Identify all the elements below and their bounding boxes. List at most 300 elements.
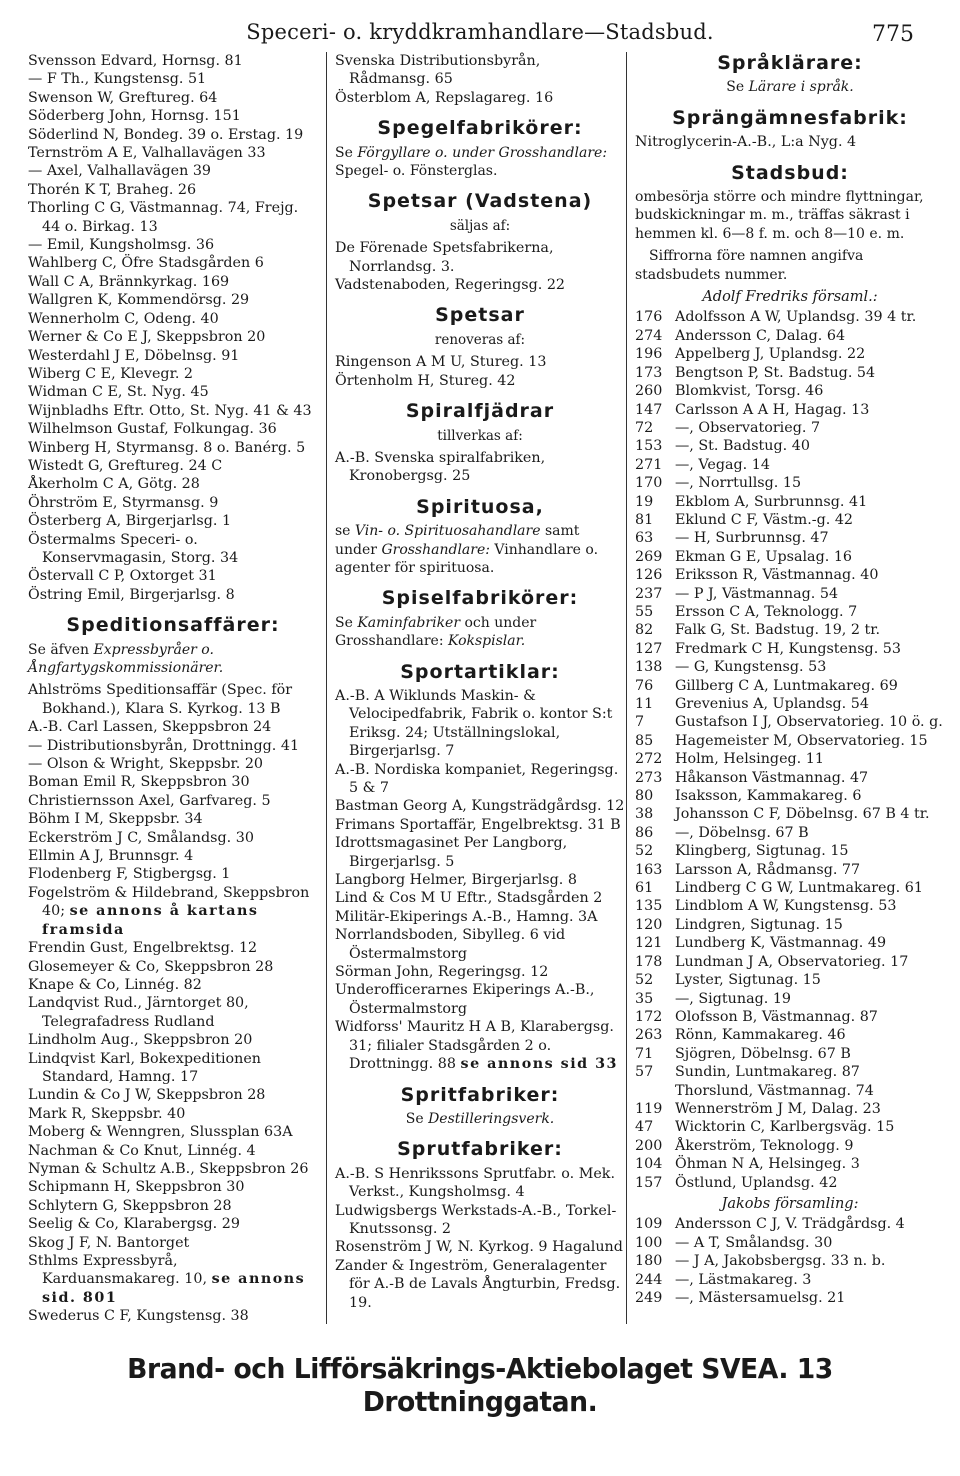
list-item: Swederus C F, Kungstensg. 38 xyxy=(28,1308,249,1325)
list-item xyxy=(635,1137,945,1155)
porter-name-address: Gillberg C A, Luntmakareg. 69 xyxy=(675,677,898,694)
porter-name-address: Adolfsson A W, Uplandsg. 39 4 tr. xyxy=(675,309,917,326)
list-item: Wennerholm C, Odeng. 40 xyxy=(28,310,219,327)
porter-name-address: Ekman G E, Upsalag. 16 xyxy=(675,548,853,565)
list-item xyxy=(635,1155,945,1173)
list-item: Idrottsmagasinet Per Langborg, Birgerjarlsg. 5 xyxy=(335,835,568,870)
stadsbud-intro-2: Siffrorna före namnen angifva stadsbudets nummer. xyxy=(635,248,864,283)
list-item: Bastman Georg A, Kungsträdgårdsg. 12 xyxy=(335,798,625,815)
list-item: Norrlandsboden, Sibylleg. 6 vid Östermalmstorg xyxy=(335,927,566,962)
spirituosa-note xyxy=(335,522,625,577)
list-item: Flodenberg F, Stigbergsg. 1 xyxy=(28,866,231,883)
porter-number: 109 xyxy=(635,1216,663,1233)
section-heading-stadsbud: Stadsbud: xyxy=(731,161,849,184)
list-item xyxy=(635,382,945,400)
list-item: — Olson & Wright, Skeppsbr. 20 xyxy=(28,756,264,773)
porter-name-address: —, Observatorieg. 7 xyxy=(675,419,821,436)
porter-name-address: Lundberg K, Västmannag. 49 xyxy=(675,935,887,952)
list-item: A.-B. S Henrikssons Sprutfabr. o. Mek. Verkst., Kungsholmsg. 4 xyxy=(335,1165,616,1201)
note-italic: Destilleringsverk. xyxy=(428,1110,555,1127)
list-item: Örtenholm H, Stureg. 42 xyxy=(335,372,516,389)
column-1 xyxy=(28,52,318,1326)
porter-number: 55 xyxy=(635,603,654,620)
list-item xyxy=(635,1118,945,1136)
porter-name-address: Falk G, St. Badstug. 19, 2 tr. xyxy=(675,622,881,639)
porter-name-address: Lindgren, Sigtunag. 15 xyxy=(675,916,843,933)
list-item: Wijnbladhs Eftr. Otto, St. Nyg. 41 & 43 xyxy=(28,402,312,419)
list-item: Militär-Ekiperings A.-B., Hamng. 3A xyxy=(335,908,598,925)
note-text: och under Grosshandlare: xyxy=(335,614,537,650)
porter-number: 121 xyxy=(635,935,663,952)
porter-number: 7 xyxy=(635,714,645,731)
list-item xyxy=(635,732,945,750)
porter-number: 163 xyxy=(635,861,663,878)
porter-number: 180 xyxy=(635,1253,663,1270)
section-heading-sportartiklar: Sportartiklar: xyxy=(400,660,560,683)
note-italic: Kokspislar. xyxy=(447,633,526,650)
list-item: Widman C E, St. Nyg. 45 xyxy=(28,384,209,401)
list-item: Ludwigsbergs Werkstads-A.-B., Torkel-Knutssonsg. 2 xyxy=(335,1202,617,1237)
list-item xyxy=(635,713,945,731)
porter-number: 237 xyxy=(635,585,663,602)
advert-reference: se annons sid 33 xyxy=(460,1056,618,1073)
list-item xyxy=(635,842,945,860)
porter-name-address: Carlsson A A H, Hagag. 13 xyxy=(675,401,870,418)
list-item: — F Th., Kungstensg. 51 xyxy=(28,71,207,88)
parish-heading-jakob: Jakobs församling: xyxy=(721,1195,859,1212)
porter-number: 273 xyxy=(635,769,663,786)
porter-number: 47 xyxy=(635,1119,654,1136)
list-item: Frimans Sportaffär, Engelbrektsg. 31 B xyxy=(335,816,621,833)
list-item: Wall C A, Brännkyrkag. 169 xyxy=(28,273,230,290)
porter-number: 249 xyxy=(635,1290,663,1306)
list-item: De Förenade Spetsfabrikerna, Norrlandsg. 3. xyxy=(335,240,554,275)
list-item: Wallgren K, Kommendörsg. 29 xyxy=(28,292,250,309)
note-italic: Grosshandlare: xyxy=(381,541,490,558)
porter-number: 35 xyxy=(635,990,654,1007)
list-item xyxy=(635,1082,945,1100)
list-item: Lind & Cos M U Eftr., Stadsgården 2 xyxy=(335,890,603,907)
list-item: Böhm I M, Skeppsbr. 34 xyxy=(28,811,203,828)
forwarder-list-b xyxy=(28,939,318,1252)
list-item xyxy=(635,769,945,787)
porter-number: 120 xyxy=(635,916,663,933)
list-item: Nitroglycerin-A.-B., L:a Nyg. 4 xyxy=(635,134,857,151)
list-item: Öhrström E, Styrmansg. 9 xyxy=(28,494,219,511)
porter-name-address: Lindberg C G W, Luntmakareg. 61 xyxy=(675,880,923,897)
porter-name-address: Klingberg, Sigtunag. 15 xyxy=(675,843,849,860)
porter-name-address: Fredmark C H, Kungstensg. 53 xyxy=(675,640,901,657)
list-item: Lindholm Aug., Skeppsbron 20 xyxy=(28,1032,253,1049)
porter-number: 100 xyxy=(635,1234,663,1251)
list-item: Schipmann H, Skeppsbron 30 xyxy=(28,1179,245,1196)
list-item: Östring Emil, Birgerjarlsg. 8 xyxy=(28,586,235,603)
section-subheading: tillverkas af: xyxy=(437,427,523,444)
list-item: Rosenström J W, N. Kyrkog. 9 Hagalund xyxy=(335,1239,623,1256)
porter-number: 170 xyxy=(635,475,663,492)
porter-number: 72 xyxy=(635,419,654,436)
porter-name-address: —, Lästmakareg. 3 xyxy=(675,1271,812,1288)
list-item xyxy=(635,640,945,658)
entry-text: Sthlms Expressbyrå, Karduansmakareg. 10, xyxy=(28,1253,212,1288)
porter-name-address: Hagemeister M, Observatorieg. 15 xyxy=(675,732,928,749)
porter-name-address: — H, Surbrunnsg. 47 xyxy=(675,530,829,547)
list-item: Swenson W, Greftureg. 64 xyxy=(28,89,218,106)
porter-number: 244 xyxy=(635,1271,663,1288)
list-item xyxy=(635,971,945,989)
section-heading-spegel: Spegelfabrikörer: xyxy=(377,117,583,140)
list-item: Lundin & Co J W, Skeppsbron 28 xyxy=(28,1087,266,1104)
porter-number: 76 xyxy=(635,677,654,694)
list-item: Nachman & Co Knut, Linnég. 4 xyxy=(28,1142,256,1159)
porter-number: 71 xyxy=(635,1045,654,1062)
section-heading-sprutfabriker: Sprutfabriker: xyxy=(397,1138,563,1161)
porter-number: 138 xyxy=(635,659,663,676)
list-item xyxy=(635,474,945,492)
porter-name-address: Gustafson I J, Observatorieg. 10 ö. g. xyxy=(675,714,943,731)
list-item xyxy=(635,1063,945,1081)
note-text: Se xyxy=(726,79,749,96)
list-item: Åkerholm C A, Götg. 28 xyxy=(28,476,200,493)
list-item xyxy=(635,916,945,934)
list-item: — Emil, Kungsholmsg. 36 xyxy=(28,237,215,254)
porter-name-address: Ekblom A, Surbrunnsg. 41 xyxy=(675,493,868,510)
list-item xyxy=(635,1174,945,1192)
list-item: A.-B. A Wiklunds Maskin- & Velocipedfabrik, Fabrik o. kontor S:t Eriksg. 24; Utställningslokal, Birgerjarlsg. 7 xyxy=(335,687,613,760)
list-item: Schlytern G, Skeppsbron 28 xyxy=(28,1197,232,1214)
list-item: Svensson Edvard, Hornsg. 81 xyxy=(28,53,243,69)
porter-number: 271 xyxy=(635,456,663,473)
spiral-list xyxy=(335,449,625,486)
section-heading-spritfabriker: Spritfabriker: xyxy=(400,1083,560,1106)
sport-list xyxy=(335,687,625,1018)
note-text: Se xyxy=(335,614,358,631)
list-item xyxy=(635,493,945,511)
spegel-note xyxy=(335,144,625,181)
porter-name-address: —, Döbelnsg. 67 B xyxy=(675,824,809,841)
list-item: Christiernsson Axel, Garfvareg. 5 xyxy=(28,792,271,809)
list-item: Thorén K T, Braheg. 26 xyxy=(28,181,197,198)
porter-name-address: Bengtson P, St. Badstug. 54 xyxy=(675,364,876,381)
porter-number: 38 xyxy=(635,806,654,823)
list-item xyxy=(635,897,945,915)
section-heading-spetsar: Spetsar xyxy=(435,304,525,327)
note-text: Vinhandlare o. agenter för spirituosa. xyxy=(335,541,599,576)
list-item: Thorling C G, Västmannag. 74, Frejg. 44 o. Birkag. 13 xyxy=(28,200,299,235)
list-item: Landqvist Rud., Järntorget 80, Telegrafadress Rudland xyxy=(28,995,249,1030)
porter-number: 200 xyxy=(635,1137,663,1154)
note-text: samt under xyxy=(335,523,580,558)
porter-number: 269 xyxy=(635,548,663,565)
note-italic: Lärare i språk. xyxy=(748,79,854,96)
footer-advertisement: Brand- och Lifförsäkrings-Aktiebolaget SVEA. 13 Drottninggatan. xyxy=(127,1352,833,1418)
porter-name-address: — P J, Västmannag. 54 xyxy=(675,585,839,602)
list-item xyxy=(635,1100,945,1118)
list-item: Ringenson A M U, Stureg. 13 xyxy=(335,354,547,371)
column-3 xyxy=(626,52,945,1324)
porter-number: 172 xyxy=(635,1008,663,1025)
section-heading-sprangamnesfabrik: Sprängämnesfabrik: xyxy=(672,106,908,129)
section-subheading: renoveras af: xyxy=(434,331,526,348)
sprak-note xyxy=(635,78,945,96)
see-prefix: Se äfven xyxy=(28,641,94,658)
list-item xyxy=(635,456,945,474)
porter-name-address: Grevenius A, Uplandsg. 54 xyxy=(675,696,869,712)
list-item xyxy=(635,585,945,603)
porter-name-address: Lundman J A, Observatorieg. 17 xyxy=(675,953,909,970)
porter-name-address: Wennerström J M, Dalag. 23 xyxy=(675,1100,881,1117)
list-item: A.-B. Carl Lassen, Skeppsbron 24 xyxy=(28,719,272,736)
list-item xyxy=(635,437,945,455)
list-item xyxy=(635,603,945,621)
list-item: — Distributionsbyrån, Drottningg. 41 xyxy=(28,737,300,754)
porter-number: 52 xyxy=(635,843,654,860)
list-item: Wistedt G, Greftureg. 24 C xyxy=(28,457,223,474)
porter-number: 11 xyxy=(635,696,654,712)
porter-name-address: Larsson A, Rådmansg. 77 xyxy=(675,861,861,878)
note-italic: Förgyllare o. under Grosshandlare: xyxy=(357,144,608,161)
porter-number: 153 xyxy=(635,438,663,455)
note-text: se xyxy=(335,523,355,540)
porter-number: 157 xyxy=(635,1174,663,1191)
porter-number: 263 xyxy=(635,1027,663,1044)
list-item: Underofficerarnes Ekiperings A.-B., Östermalmstorg xyxy=(335,982,595,1017)
porter-name-address: Thorslund, Västmannag. 74 xyxy=(675,1082,874,1099)
porter-name-address: Johansson C F, Döbelnsg. 67 B 4 tr. xyxy=(675,806,930,823)
list-item xyxy=(635,1045,945,1063)
porter-name-address: Eklund C F, Västm.-g. 42 xyxy=(675,511,854,528)
porter-name-address: Appelberg J, Uplandsg. 22 xyxy=(675,346,866,363)
list-item: Boman Emil R, Skeppsbron 30 xyxy=(28,774,250,791)
note-italic: Vin- o. Spirituosahandlare xyxy=(354,523,541,540)
porter-number: 85 xyxy=(635,732,654,749)
list-item xyxy=(635,1271,945,1289)
list-item: Werner & Co E J, Skeppsbron 20 xyxy=(28,329,266,346)
list-item: Svenska Distributionsbyrån, Rådmansg. 65 xyxy=(335,53,541,88)
spisel-note xyxy=(335,614,625,651)
advert-reference: se annons å kartans framsida xyxy=(42,903,259,938)
list-item xyxy=(635,401,945,419)
porter-number: 61 xyxy=(635,880,654,897)
list-item xyxy=(635,621,945,639)
list-item: Östermalms Speceri- o. Konservmagasin, Storg. 34 xyxy=(28,531,239,566)
entry-text: Fogelström & Hildebrand, Skeppsbron 40; xyxy=(28,884,310,920)
list-item xyxy=(635,953,945,971)
porter-number: 19 xyxy=(635,493,654,510)
list-item xyxy=(635,548,945,566)
list-item xyxy=(635,1008,945,1026)
list-item xyxy=(28,1252,318,1307)
list-item xyxy=(635,695,945,713)
list-item: Eckerström J C, Smålandsg. 30 xyxy=(28,829,254,846)
porter-number: 274 xyxy=(635,327,663,344)
porter-name-address: —, St. Badstug. 40 xyxy=(675,438,810,455)
porter-name-address: Sundin, Luntmakareg. 87 xyxy=(675,1064,860,1081)
porter-name-address: Andersson C J, V. Trädgårdsg. 4 xyxy=(675,1216,905,1233)
porter-name-address: —, Sigtunag. 19 xyxy=(675,990,792,1007)
list-item: Östervall C P, Oxtorget 31 xyxy=(28,568,217,585)
stadsbud-intro: ombesörja större och mindre flyttningar, budskickningar m. m., träffas säkrast i hemmen kl. 6—8 f. m. och 8—10 e. m. xyxy=(635,189,924,242)
distribution-list xyxy=(335,52,625,107)
porter-number: 81 xyxy=(635,511,654,528)
note-text: Se xyxy=(335,144,358,161)
forwarder-list-a xyxy=(28,681,318,883)
sprangamne-list xyxy=(635,133,945,151)
list-item xyxy=(635,327,945,345)
list-item xyxy=(635,364,945,382)
section-heading-spisel: Spiselfabrikörer: xyxy=(381,587,579,610)
list-item: Frendin Gust, Engelbrektsg. 12 xyxy=(28,940,258,957)
page-number: 775 xyxy=(872,22,914,47)
advert-reference: se annons sid. 801 xyxy=(42,1271,306,1306)
porter-number: 80 xyxy=(635,788,654,805)
porter-name-address: Isaksson, Kammakareg. 6 xyxy=(675,788,862,805)
porter-number: 260 xyxy=(635,383,663,400)
porter-name-address: Åkerström, Teknologg. 9 xyxy=(675,1137,854,1154)
list-item: A.-B. Nordiska kompaniet, Regeringsg. 5 & 7 xyxy=(335,761,619,796)
list-item: Langborg Helmer, Birgerjarlsg. 8 xyxy=(335,872,577,889)
porter-number: 147 xyxy=(635,401,663,418)
list-item: Seelig & Co, Klarabergsg. 29 xyxy=(28,1216,240,1233)
porter-name-address: Ersson C A, Teknologg. 7 xyxy=(675,603,858,620)
porter-name-address: Holm, Helsingeg. 11 xyxy=(675,751,824,768)
list-item xyxy=(635,879,945,897)
porter-name-address: Rönn, Kammakareg. 46 xyxy=(675,1027,846,1044)
list-item: Glosemeyer & Co, Skeppsbron 28 xyxy=(28,958,274,975)
list-item: Lindqvist Karl, Bokexpeditionen Standard, Hamng. 17 xyxy=(28,1050,261,1085)
porter-name-address: —, Mästersamuelsg. 21 xyxy=(675,1290,846,1306)
list-item: Ellmin A J, Brunnsgr. 4 xyxy=(28,848,194,865)
porter-name-address: Eriksson R, Västmannag. 40 xyxy=(675,567,879,584)
porter-name-address: Lindblom A W, Kungstensg. 53 xyxy=(675,898,897,915)
list-item xyxy=(635,511,945,529)
list-item xyxy=(635,1026,945,1044)
porter-name-address: —, Vegag. 14 xyxy=(675,456,770,473)
list-item: A.-B. Svenska spiralfabriken, Kronobergsg. 25 xyxy=(335,449,546,485)
list-item: Moberg & Wenngren, Slussplan 63A xyxy=(28,1124,293,1141)
column-2 xyxy=(326,52,625,1324)
see-italic: Expressbyråer o. Ångfartygskommissionärer. xyxy=(28,641,224,676)
porter-name-address: —, Norrtullsg. 15 xyxy=(675,475,802,492)
running-head xyxy=(0,18,960,48)
porter-number: 176 xyxy=(635,309,663,326)
porter-name-address: — A T, Smålandsg. 30 xyxy=(675,1234,833,1251)
section-heading-spirituosa: Spirituosa, xyxy=(416,495,544,518)
note-text: Spegel- o. Fönsterglas. xyxy=(335,163,498,180)
list-item xyxy=(28,884,318,939)
section-heading-spraklarare: Språklärare: xyxy=(717,52,863,74)
list-item: Söderberg John, Hornsg. 151 xyxy=(28,108,241,125)
parish-heading-adolf-fredrik: Adolf Fredriks församl.: xyxy=(702,289,878,306)
list-item xyxy=(635,990,945,1008)
porter-number: 178 xyxy=(635,953,663,970)
porter-name-address: Lyster, Sigtunag. 15 xyxy=(675,972,821,989)
list-item: Nyman & Schultz A.B., Skeppsbron 26 xyxy=(28,1160,309,1177)
see-also-note xyxy=(28,641,318,678)
porter-number: 135 xyxy=(635,898,663,915)
list-item: Österblom A, Repslagareg. 16 xyxy=(335,89,554,106)
grocer-list xyxy=(28,52,318,604)
note-italic: Kaminfabriker xyxy=(357,614,461,631)
porter-number xyxy=(635,1082,675,1100)
porter-number: 86 xyxy=(635,824,654,841)
section-subheading: säljas af: xyxy=(449,217,511,234)
list-item xyxy=(635,1289,945,1307)
porter-number: 52 xyxy=(635,972,654,989)
entry-text: Widforss' Mauritz H A B, Klarabergsg. 31; filialer Stadsgården 2 o. Drottningg. 88 xyxy=(335,1019,614,1073)
list-item xyxy=(635,805,945,823)
list-item: Mark R, Skeppsbr. 40 xyxy=(28,1105,186,1122)
list-item xyxy=(635,861,945,879)
porter-name-address: — G, Kungstensg. 53 xyxy=(675,659,827,676)
spetsar-vadstena-list xyxy=(335,239,625,294)
section-heading-spetsar-vadstena: Spetsar (Vadstena) xyxy=(367,190,593,213)
list-item xyxy=(635,787,945,805)
list-item xyxy=(635,1252,945,1270)
porter-name-address: Wicktorin C, Karlbergsväg. 15 xyxy=(675,1119,895,1136)
porter-list-adolf-fredrik xyxy=(635,308,945,1192)
porter-list-jakob xyxy=(635,1215,945,1307)
spruta-list xyxy=(335,1165,625,1312)
porter-number: 173 xyxy=(635,364,663,381)
list-item xyxy=(635,677,945,695)
list-item: Skog J F, N. Bantorget xyxy=(28,1234,190,1251)
list-item: Vadstenaboden, Regeringsg. 22 xyxy=(335,277,566,294)
porter-name-address: Östlund, Uplandsg. 42 xyxy=(675,1174,838,1191)
porter-name-address: Blomkvist, Torsg. 46 xyxy=(675,383,824,400)
list-item xyxy=(335,1018,625,1073)
porter-number: 63 xyxy=(635,530,654,547)
list-item: Söderlind N, Bondeg. 39 o. Erstag. 19 xyxy=(28,126,304,143)
list-item xyxy=(635,824,945,842)
porter-number: 126 xyxy=(635,567,663,584)
page-title: Speceri- o. kryddkramhandlare—Stadsbud. xyxy=(246,20,714,44)
porter-number: 127 xyxy=(635,640,663,657)
porter-name-address: Sjögren, Döbelnsg. 67 B xyxy=(675,1045,851,1062)
list-item: — Axel, Valhallavägen 39 xyxy=(28,163,212,180)
porter-name-address: — J A, Jakobsbergsg. 33 n. b. xyxy=(675,1253,886,1270)
porter-name-address: Andersson C, Dalag. 64 xyxy=(675,327,846,344)
list-item xyxy=(635,658,945,676)
list-item: Westerdahl J E, Döbelnsg. 91 xyxy=(28,347,240,364)
list-item: Österberg A, Birgerjarlsg. 1 xyxy=(28,513,232,530)
list-item: Ahlströms Speditionsaffär (Spec. för Bokhand.), Klara S. Kyrkog. 13 B xyxy=(28,682,293,717)
list-item: Sörman John, Regeringsg. 12 xyxy=(335,964,549,981)
list-item xyxy=(635,529,945,547)
porter-name-address: Håkanson Västmannag. 47 xyxy=(675,769,869,786)
porter-number: 272 xyxy=(635,751,663,768)
section-heading-speditionsaffarer: Speditionsaffärer: xyxy=(66,614,280,637)
list-item xyxy=(635,1215,945,1233)
list-item xyxy=(635,1234,945,1252)
list-item xyxy=(635,419,945,437)
list-item: Ternström A E, Valhallavägen 33 xyxy=(28,145,266,162)
sprit-note xyxy=(335,1110,625,1128)
porter-name-address: Olofsson B, Västmannag. 87 xyxy=(675,1008,878,1025)
list-item xyxy=(635,934,945,952)
porter-number: 196 xyxy=(635,346,663,363)
list-item xyxy=(635,345,945,363)
porter-name-address: Öhman N A, Helsingeg. 3 xyxy=(675,1156,860,1173)
section-heading-spiralfjadrar: Spiralfjädrar xyxy=(405,400,555,423)
list-item xyxy=(635,308,945,326)
porter-number: 82 xyxy=(635,622,654,639)
porter-number: 104 xyxy=(635,1156,663,1173)
list-item xyxy=(635,566,945,584)
list-item: Knape & Co, Linnég. 82 xyxy=(28,976,202,993)
list-item: Wahlberg C, Öfre Stadsgården 6 xyxy=(28,255,264,272)
list-item xyxy=(635,750,945,768)
